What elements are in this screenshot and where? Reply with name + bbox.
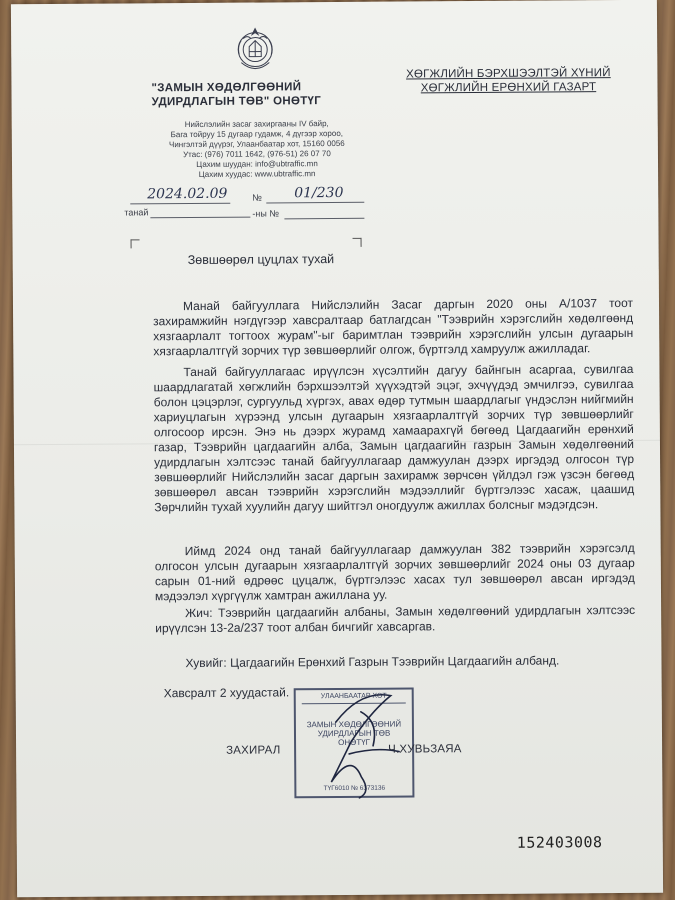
handwritten-number: 01/230	[294, 184, 344, 202]
date-underline	[130, 203, 230, 205]
document-number: 152403008	[516, 833, 603, 852]
handwritten-signature-icon	[301, 681, 422, 802]
letter-page	[11, 0, 663, 897]
attachment-line: Хавсралт 2 хуудастай.	[163, 685, 290, 701]
address-line: Бага тойруу 15 дугаар гудамж, 4 дүгээр хороо,	[170, 128, 344, 140]
stamp-line3: ОНӨТҮГ	[338, 737, 371, 747]
subject-title: Зөвшөөрөл цуцлах тухай	[187, 252, 335, 268]
director-title: ЗАХИРАЛ	[226, 744, 281, 757]
number-underline	[266, 202, 364, 204]
address-line: Нийслэлийн засаг захиргааны IV байр,	[184, 119, 329, 130]
stamp-top-text: УЛААНБААТАР ХОТ	[320, 692, 387, 701]
ny-underline	[284, 218, 364, 220]
address-line: Чингэлтэй дүүрэг, Улаанбаатар хот, 15160 0056	[168, 138, 345, 150]
address-line: Цахим шуудан: info@ubtraffic.mn	[196, 159, 318, 169]
handwritten-date: 2024.02.09	[147, 185, 228, 203]
paragraph-1: Манай байгууллага Нийслэлийн Засаг даргын 2020 оны А/1037 тоот захирамжийн нэгдүгээр хавсралтаар батлагдсан "Тээврийн хэрэгслийн хөдөлгөөнд хязгаарлалт тогтоох журам"-ыг баримтлан тээврийн хэрэгслийн улсын дугаарын хязгаарлалтгүй зорчих түр зөвшөөрлийг олгож, бүртгэлд хамруулж ажилладаг.	[153, 295, 634, 359]
stamp-bottom-text: ТҮГ6010 № 6373136	[323, 784, 386, 793]
stamp-line2: УДИРДЛАГЫН ТӨВ	[317, 728, 391, 739]
subject-bracket-right	[353, 238, 362, 247]
paragraph-2: Танай байгууллагаас ирүүлсэн хүсэлтийн дагуу байнгын асаргаа, сувилгаа шаардлагатай хөгжлийн бэрхшээлтэй хүүхэдтэй эцэг, эхчүүдэд эмчилгээ, сувилгаа болон цэцэрлэг, сургуульд хүргэх, авах өдөр тутмын шаардлагыг үндэслэн нийгмийн хариуцлагын хүрээнд улсын дугаарын хязгаарлалтгүй зорчих түр зөвшөөрлийг олгосоор ирсэн. Энэ нь дээрх журамд хамаарахгүй бөгөөд Цагдаагийн ерөнхий газар, Тээврийн цагдаагийн алба, Замын цагдаагийн газрын Замын хөдөлгөөний удирдлагын хэлтсээс танай байгууллагаар дамжуулан дээрх иргэдэд олгосон түр зөвшөөрлийг Нийслэлийн засаг даргын захирамж зөрчсөн үйлдэл гэж үзсэн бөгөөд зөвшөөрөл авсан тээврийн хэрэгслийн мэдээллийг бүртгэлээс хасаж, цаашид Зөрчлийн тухай хуулийн дагуу шийтгэл оногдуулж ажиллах болсныг мэдэгдсэн.	[153, 361, 635, 515]
address-line: Цахим хуудас: www.ubtraffic.mn	[198, 169, 316, 179]
number-label: №	[252, 192, 262, 203]
tanai-underline	[150, 217, 250, 219]
subject-bracket-left	[131, 239, 140, 248]
org-name-line2: УДИРДЛАГЫН ТӨВ" ОНӨТҮГ	[151, 95, 322, 109]
paragraph-3: Иймд 2024 онд танай байгууллагаар дамжуулан 382 тээврийн хэрэгсэлд олгосон улсын дугаарын хязгаарлалтгүй зорчих зөвшөөрлийг 2024 оны 03 дугаар сарын 01-ний өдрөөс цуцалж, бүртгэлээс хасах тул зөвшөөрөл авсан иргэдэд мэдээлэл хүргүүлж хамтран ажиллана уу.	[154, 540, 635, 604]
tanai-label: танай	[124, 207, 149, 218]
state-emblem-icon	[233, 24, 277, 74]
director-name: Ч.ХУВЬЗАЯА	[388, 743, 462, 756]
recipient-line1: ХӨГЖЛИЙН БЭРХШЭЭЛТЭЙ ХҮНИЙ	[406, 67, 611, 81]
recipient-line2: ХӨГЖЛИЙН ЕРӨНХИЙ ГАЗАРТ	[420, 81, 597, 95]
ny-label: -ны №	[252, 208, 279, 219]
org-name-line1: "ЗАМЫН ХӨДӨЛГӨӨНИЙ	[151, 81, 302, 95]
stamp-line1: ЗАМЫН ХӨДӨЛГӨӨНИЙ	[306, 719, 402, 730]
organization-address	[142, 119, 372, 181]
copy-line: Хувийг: Цагдаагийн Ерөнхий Газрын Тээврийн Цагдаагийн албанд.	[185, 653, 560, 671]
recipient-block	[393, 66, 623, 96]
note-paragraph: Жич: Тээврийн цагдаагийн албаны, Замын хөдөлгөөний удирдлагын хэлтсээс ирүүлсэн 13-2а/237 тоот албан бичгийг хавсаргав.	[155, 602, 636, 636]
address-line: Утас: (976) 7011 1642, (976-51) 26 07 70	[183, 149, 331, 160]
organization-name	[151, 80, 356, 109]
